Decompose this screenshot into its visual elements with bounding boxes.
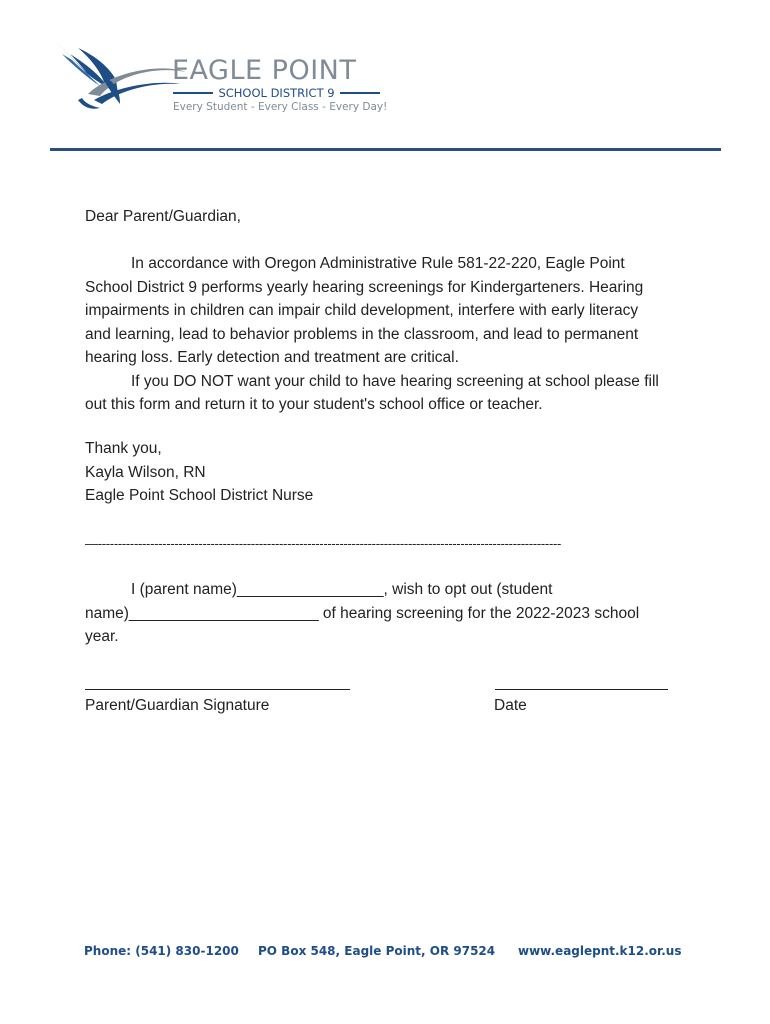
district-name: EAGLE POINT <box>172 55 357 86</box>
brand-divider-right <box>340 92 380 94</box>
para2-line: If you DO NOT want your child to have hearing screening at school please fill <box>131 372 659 390</box>
form-line: year. <box>85 628 119 645</box>
signature-line[interactable] <box>85 689 350 690</box>
signer-title: Eagle Point School District Nurse <box>85 487 314 504</box>
cut-divider: —------------------------------------------------------------------------------------------------------------------- <box>85 536 562 551</box>
salutation: Dear Parent/Guardian, <box>85 208 241 225</box>
paragraph-1 <box>85 252 659 417</box>
para1-line: In accordance with Oregon Administrative Rule 581-22-220, Eagle Point <box>131 255 625 272</box>
eagle-logo-icon <box>48 34 188 114</box>
signature-label: Parent/Guardian Signature <box>85 697 270 714</box>
signoff <box>85 437 313 508</box>
footer-website[interactable]: www.eaglepnt.k12.or.us <box>518 944 682 958</box>
tagline: Every Student - Every Class - Every Day! <box>173 101 388 113</box>
closing: Thank you, <box>85 440 162 457</box>
para1-line: School District 9 performs yearly hearing screenings for Kindergarteners. Hearing <box>85 278 644 296</box>
header-rule <box>50 148 721 151</box>
para2-line: out this form and return it to your student's school office or teacher. <box>85 396 543 413</box>
form-line: name)______________________ of hearing screening for the 2022-2023 school <box>85 604 640 622</box>
para1-line: hearing loss. Early detection and treatment are critical. <box>85 349 459 366</box>
signer-name: Kayla Wilson, RN <box>85 463 206 481</box>
opt-out-form <box>85 578 639 649</box>
form-line: I (parent name)_________________, wish to opt out (student <box>131 581 553 598</box>
brand-divider-left <box>173 92 213 94</box>
footer-phone: Phone: (541) 830-1200 <box>84 944 239 958</box>
district-sub: SCHOOL DISTRICT 9 <box>218 86 335 100</box>
district-sub-row <box>173 86 380 100</box>
date-line[interactable] <box>495 689 668 690</box>
para1-line: and learning, lead to behavior problems in the classroom, and lead to permanent <box>85 325 639 343</box>
para1-line: impairments in children can impair child development, interfere with early literacy <box>85 302 639 319</box>
date-label: Date <box>494 697 527 714</box>
footer-address: PO Box 548, Eagle Point, OR 97524 <box>258 944 496 958</box>
